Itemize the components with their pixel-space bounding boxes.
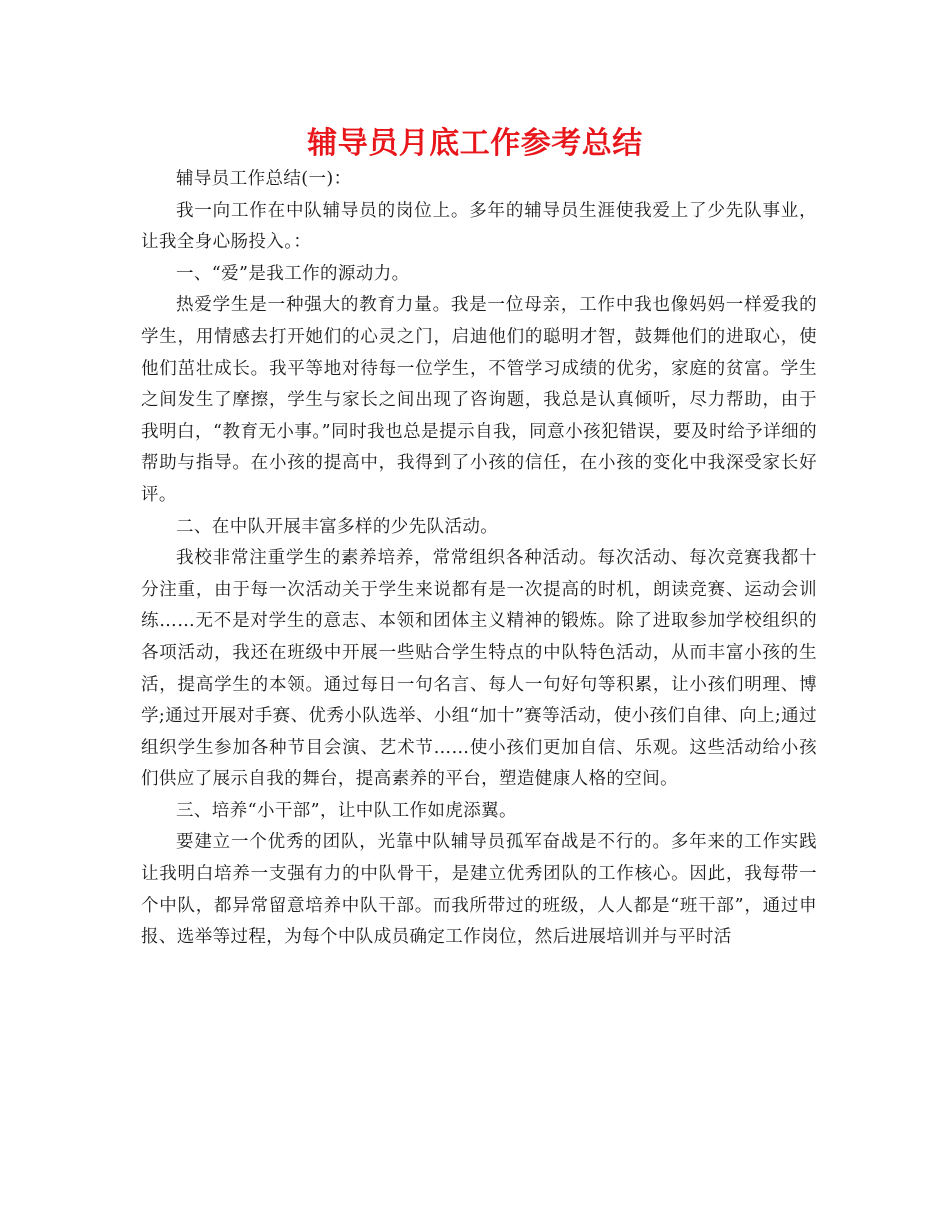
section-heading-2: 二、在中队开展丰富多样的少先队活动。 xyxy=(176,516,499,537)
section-heading-3: 三、培养“小干部”，让中队工作如虎添翼。 xyxy=(176,800,517,821)
section-heading-1: 一、“爱”是我工作的源动力。 xyxy=(176,263,410,284)
paragraph-section-3: 要建立一个优秀的团队，光靠中队辅导员孤军奋战是不行的。多年来的工作实践让我明白培养一支强有力的中队骨干，是建立优秀团队的工作核心。因此，我每带一个中队，都异常留意培养中队干部。而我所带过的班级，人人都是“班干部”，通过申报、选举等过程，为每个中队成员确定工作岗位，然后进展培训并与平时活 xyxy=(141,832,817,948)
paragraph-intro: 我一向工作在中队辅导员的岗位上。多年的辅导员生涯使我爱上了少先队事业，让我全身心肠投入。： xyxy=(141,200,817,253)
document-body xyxy=(141,164,817,954)
paragraph-subtitle: 辅导员工作总结(一)： xyxy=(176,169,352,189)
document-title: 辅导员月底工作参考总结 xyxy=(307,126,643,161)
paragraph-section-2: 我校非常注重学生的素养培养，常常组织各种活动。每次活动、每次竞赛我都十分注重，由于每一次活动关于学生来说都有是一次提高的时机，朗读竞赛、运动会训练……无不是对学生的意志、本领和团体主义精神的锻炼。除了进取参加学校组织的各项活动，我还在班级中开展一些贴合学生特点的中队特色活动，从而丰富小孩的生活，提高学生的本领。通过每日一句名言、每人一句好句等积累，让小孩们明理、博学;通过开展对手赛、优秀小队选举、小组“加十”赛等活动，使小孩们自律、向上;通过组织学生参加各种节目会演、艺术节……使小孩们更加自信、乐观。这些活动给小孩们供应了展示自我的舞台，提高素养的平台，塑造健康人格的空间。 xyxy=(141,548,817,790)
paragraph-section-1: 热爱学生是一种强大的教育力量。我是一位母亲，工作中我也像妈妈一样爱我的学生，用情感去打开她们的心灵之门，启迪他们的聪明才智，鼓舞他们的进取心，使他们茁壮成长。我平等地对待每一位学生，不管学习成绩的优劣，家庭的贫富。学生之间发生了摩擦，学生与家长之间出现了咨询题，我总是认真倾听，尽力帮助，由于我明白，“教育无小事。”同时我也总是提示自我，同意小孩犯错误，要及时给予详细的帮助与指导。在小孩的提高中，我得到了小孩的信任，在小孩的变化中我深受家长好评。 xyxy=(141,295,817,505)
